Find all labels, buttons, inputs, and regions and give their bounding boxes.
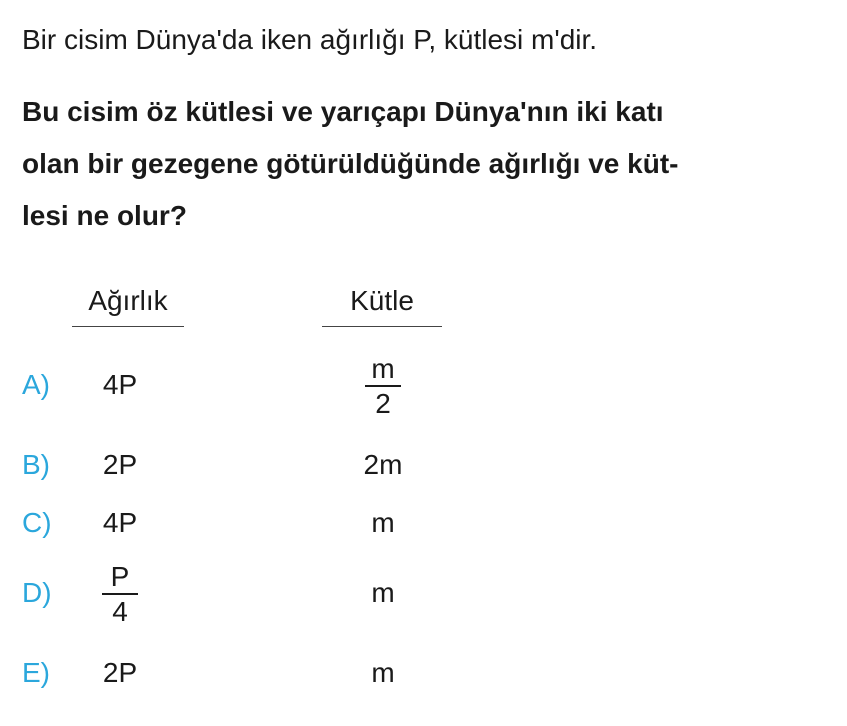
intro-text: Bir cisim Dünya'da iken ağırlığı P, kütlesi m'dir. — [22, 24, 598, 55]
option-weight: 4P — [102, 369, 138, 400]
fraction-numerator: m — [371, 353, 395, 384]
option-mass: 2m — [363, 449, 403, 480]
option-weight: 4P — [102, 507, 138, 538]
mass-fraction — [365, 354, 401, 419]
fraction-bar — [365, 385, 401, 387]
column-header-weight-underline — [72, 326, 184, 327]
fraction-denominator: 4 — [112, 596, 128, 627]
option-mass — [340, 352, 426, 419]
option-weight — [98, 560, 142, 627]
option-weight: 2P — [102, 657, 138, 688]
question-line: lesi ne olur? — [22, 200, 187, 231]
option-letter[interactable]: E) — [22, 657, 50, 688]
weight-fraction — [102, 562, 138, 627]
option-letter[interactable]: D) — [22, 577, 52, 608]
column-header-mass-underline — [322, 326, 442, 327]
option-letter[interactable]: A) — [22, 369, 50, 400]
column-header-mass: Kütle — [350, 285, 414, 316]
question-line: olan bir gezegene götürüldüğünde ağırlığı ve küt- — [22, 148, 679, 179]
column-header-weight: Ağırlık — [88, 285, 168, 316]
option-weight: 2P — [102, 449, 138, 480]
option-letter[interactable]: C) — [22, 507, 52, 538]
fraction-denominator: 2 — [375, 388, 391, 419]
question-line: Bu cisim öz kütlesi ve yarıçapı Dünya'nın iki katı — [22, 96, 664, 127]
option-mass: m — [371, 507, 395, 538]
question-text — [22, 86, 678, 242]
fraction-numerator: P — [110, 561, 130, 592]
option-mass: m — [371, 657, 395, 688]
option-letter[interactable]: B) — [22, 449, 50, 480]
option-mass: m — [371, 577, 395, 608]
fraction-bar — [102, 593, 138, 595]
